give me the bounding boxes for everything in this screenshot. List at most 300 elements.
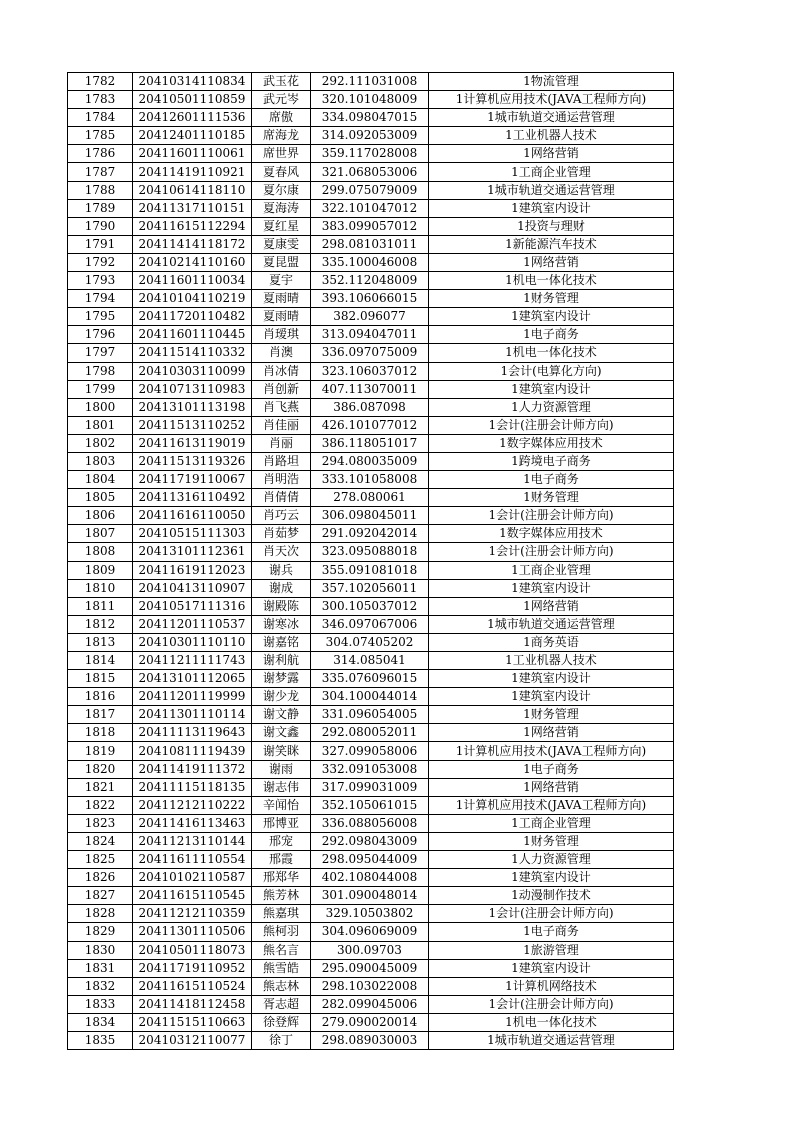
student-name-cell: 席傲 [252, 109, 311, 127]
row-number-cell: 1783 [68, 91, 133, 109]
row-number-cell: 1825 [68, 851, 133, 869]
student-name-cell: 谢雨 [252, 760, 311, 778]
major-cell: 1物流管理 [429, 73, 674, 91]
major-cell: 1电子商务 [429, 760, 674, 778]
table-row [68, 525, 674, 543]
major-cell: 1财务管理 [429, 706, 674, 724]
major-cell: 1建筑室内设计 [429, 959, 674, 977]
student-name-cell: 谢文鑫 [252, 724, 311, 742]
student-name-cell: 席世界 [252, 145, 311, 163]
table-row [68, 706, 674, 724]
major-cell: 1投资与理财 [429, 217, 674, 235]
major-cell: 1工商企业管理 [429, 561, 674, 579]
table-row [68, 633, 674, 651]
score-cell: 292.080052011 [311, 724, 429, 742]
table-row [68, 688, 674, 706]
row-number-cell: 1791 [68, 235, 133, 253]
table-row [68, 887, 674, 905]
student-id-cell: 20410102110587 [133, 869, 252, 887]
student-name-cell: 胥志超 [252, 995, 311, 1013]
table-row [68, 561, 674, 579]
major-cell: 1网络营销 [429, 253, 674, 271]
table-row [68, 380, 674, 398]
score-cell: 323.095088018 [311, 543, 429, 561]
table-row [68, 290, 674, 308]
student-name-cell: 邢郑华 [252, 869, 311, 887]
score-cell: 336.097075009 [311, 344, 429, 362]
student-id-cell: 20411515110663 [133, 1013, 252, 1031]
student-id-cell: 20411201110537 [133, 615, 252, 633]
student-id-cell: 20411416113463 [133, 814, 252, 832]
student-id-cell: 20411419110921 [133, 163, 252, 181]
student-name-cell: 熊嘉琪 [252, 905, 311, 923]
student-id-cell: 20411316110492 [133, 489, 252, 507]
score-cell: 295.090045009 [311, 959, 429, 977]
student-name-cell: 谢志伟 [252, 778, 311, 796]
row-number-cell: 1820 [68, 760, 133, 778]
major-cell: 1机电一体化技术 [429, 344, 674, 362]
major-cell: 1旅游管理 [429, 941, 674, 959]
table-row [68, 869, 674, 887]
row-number-cell: 1782 [68, 73, 133, 91]
score-cell: 383.099057012 [311, 217, 429, 235]
row-number-cell: 1814 [68, 652, 133, 670]
student-name-cell: 辛闻怡 [252, 796, 311, 814]
row-number-cell: 1793 [68, 272, 133, 290]
score-cell: 352.112048009 [311, 272, 429, 290]
student-name-cell: 肖瑷琪 [252, 326, 311, 344]
score-cell: 298.095044009 [311, 851, 429, 869]
student-name-cell: 谢笑眯 [252, 742, 311, 760]
table-row [68, 814, 674, 832]
score-cell: 304.100044014 [311, 688, 429, 706]
row-number-cell: 1813 [68, 633, 133, 651]
student-name-cell: 谢文静 [252, 706, 311, 724]
row-number-cell: 1810 [68, 579, 133, 597]
row-number-cell: 1834 [68, 1013, 133, 1031]
score-cell: 386.118051017 [311, 434, 429, 452]
student-id-cell: 20410301110110 [133, 633, 252, 651]
major-cell: 1工商企业管理 [429, 163, 674, 181]
major-cell: 1建筑室内设计 [429, 308, 674, 326]
row-number-cell: 1804 [68, 471, 133, 489]
student-id-cell: 20411213110144 [133, 832, 252, 850]
student-name-cell: 谢殿陈 [252, 597, 311, 615]
table-row [68, 742, 674, 760]
row-number-cell: 1792 [68, 253, 133, 271]
student-id-cell: 20411301110114 [133, 706, 252, 724]
major-cell: 1电子商务 [429, 471, 674, 489]
row-number-cell: 1803 [68, 452, 133, 470]
row-number-cell: 1809 [68, 561, 133, 579]
row-number-cell: 1800 [68, 398, 133, 416]
table-row [68, 398, 674, 416]
student-name-cell: 肖天次 [252, 543, 311, 561]
row-number-cell: 1817 [68, 706, 133, 724]
score-cell: 334.098047015 [311, 109, 429, 127]
major-cell: 1网络营销 [429, 724, 674, 742]
student-name-cell: 夏宇 [252, 272, 311, 290]
table-row [68, 597, 674, 615]
major-cell: 1财务管理 [429, 832, 674, 850]
table-row [68, 832, 674, 850]
student-name-cell: 肖佳丽 [252, 416, 311, 434]
student-name-cell: 邢博亚 [252, 814, 311, 832]
row-number-cell: 1796 [68, 326, 133, 344]
major-cell: 1城市轨道交通运营管理 [429, 109, 674, 127]
table-row [68, 579, 674, 597]
major-cell: 1电子商务 [429, 326, 674, 344]
table-row [68, 923, 674, 941]
student-id-cell: 20411619112023 [133, 561, 252, 579]
row-number-cell: 1795 [68, 308, 133, 326]
student-name-cell: 谢少龙 [252, 688, 311, 706]
row-number-cell: 1818 [68, 724, 133, 742]
score-cell: 278.080061 [311, 489, 429, 507]
row-number-cell: 1827 [68, 887, 133, 905]
score-cell: 333.101058008 [311, 471, 429, 489]
student-id-cell: 20410501118073 [133, 941, 252, 959]
score-cell: 313.094047011 [311, 326, 429, 344]
student-id-cell: 20411720110482 [133, 308, 252, 326]
student-name-cell: 夏康雯 [252, 235, 311, 253]
row-number-cell: 1802 [68, 434, 133, 452]
table-row [68, 308, 674, 326]
student-name-cell: 熊芳林 [252, 887, 311, 905]
score-cell: 299.075079009 [311, 181, 429, 199]
score-cell: 393.106066015 [311, 290, 429, 308]
row-number-cell: 1819 [68, 742, 133, 760]
student-id-cell: 20411616110050 [133, 507, 252, 525]
student-name-cell: 谢成 [252, 579, 311, 597]
major-cell: 1会计(注册会计师方向) [429, 543, 674, 561]
table-row [68, 760, 674, 778]
student-id-cell: 20413101112361 [133, 543, 252, 561]
table-row [68, 452, 674, 470]
row-number-cell: 1808 [68, 543, 133, 561]
table-row [68, 127, 674, 145]
major-cell: 1会计(注册会计师方向) [429, 507, 674, 525]
major-cell: 1工业机器人技术 [429, 127, 674, 145]
score-table [67, 72, 674, 1050]
student-id-cell: 20410515111303 [133, 525, 252, 543]
row-number-cell: 1812 [68, 615, 133, 633]
student-id-cell: 20411719110952 [133, 959, 252, 977]
table-row [68, 434, 674, 452]
score-cell: 292.098043009 [311, 832, 429, 850]
table-row [68, 253, 674, 271]
student-id-cell: 20411212110222 [133, 796, 252, 814]
major-cell: 1会计(注册会计师方向) [429, 905, 674, 923]
student-id-cell: 20412601111536 [133, 109, 252, 127]
major-cell: 1建筑室内设计 [429, 380, 674, 398]
table-row [68, 507, 674, 525]
student-id-cell: 20411301110506 [133, 923, 252, 941]
student-id-cell: 20410713110983 [133, 380, 252, 398]
table-row [68, 796, 674, 814]
student-id-cell: 20410214110160 [133, 253, 252, 271]
major-cell: 1网络营销 [429, 778, 674, 796]
row-number-cell: 1797 [68, 344, 133, 362]
student-id-cell: 20411211111743 [133, 652, 252, 670]
table-row [68, 344, 674, 362]
table-row [68, 109, 674, 127]
major-cell: 1会计(注册会计师方向) [429, 995, 674, 1013]
score-cell: 323.106037012 [311, 362, 429, 380]
student-id-cell: 20411419111372 [133, 760, 252, 778]
major-cell: 1建筑室内设计 [429, 688, 674, 706]
score-cell: 335.100046008 [311, 253, 429, 271]
row-number-cell: 1822 [68, 796, 133, 814]
major-cell: 1会计(电算化方向) [429, 362, 674, 380]
row-number-cell: 1835 [68, 1031, 133, 1049]
score-cell: 304.07405202 [311, 633, 429, 651]
student-name-cell: 肖飞燕 [252, 398, 311, 416]
row-number-cell: 1831 [68, 959, 133, 977]
row-number-cell: 1824 [68, 832, 133, 850]
student-id-cell: 20413101113198 [133, 398, 252, 416]
table-row [68, 778, 674, 796]
table-row [68, 73, 674, 91]
student-id-cell: 20413101112065 [133, 670, 252, 688]
score-cell: 300.105037012 [311, 597, 429, 615]
major-cell: 1跨境电子商务 [429, 452, 674, 470]
score-cell: 306.098045011 [311, 507, 429, 525]
student-name-cell: 徐登辉 [252, 1013, 311, 1031]
row-number-cell: 1829 [68, 923, 133, 941]
row-number-cell: 1828 [68, 905, 133, 923]
score-cell: 402.108044008 [311, 869, 429, 887]
student-id-cell: 20410312110077 [133, 1031, 252, 1049]
major-cell: 1网络营销 [429, 597, 674, 615]
row-number-cell: 1815 [68, 670, 133, 688]
row-number-cell: 1789 [68, 199, 133, 217]
score-cell: 327.099058006 [311, 742, 429, 760]
score-cell: 359.117028008 [311, 145, 429, 163]
row-number-cell: 1794 [68, 290, 133, 308]
table-row [68, 1013, 674, 1031]
student-id-cell: 20410811119439 [133, 742, 252, 760]
row-number-cell: 1821 [68, 778, 133, 796]
student-name-cell: 夏海涛 [252, 199, 311, 217]
student-name-cell: 夏雨晴 [252, 308, 311, 326]
table-row [68, 670, 674, 688]
student-name-cell: 谢梦露 [252, 670, 311, 688]
student-name-cell: 武元岑 [252, 91, 311, 109]
student-name-cell: 肖明浩 [252, 471, 311, 489]
row-number-cell: 1833 [68, 995, 133, 1013]
row-number-cell: 1788 [68, 181, 133, 199]
table-row [68, 977, 674, 995]
major-cell: 1建筑室内设计 [429, 670, 674, 688]
student-name-cell: 肖路坦 [252, 452, 311, 470]
student-id-cell: 20410614118110 [133, 181, 252, 199]
major-cell: 1数字媒体应用技术 [429, 434, 674, 452]
student-name-cell: 肖澳 [252, 344, 311, 362]
student-id-cell: 20411615110545 [133, 887, 252, 905]
student-id-cell: 20411115118135 [133, 778, 252, 796]
major-cell: 1财务管理 [429, 290, 674, 308]
major-cell: 1城市轨道交通运营管理 [429, 615, 674, 633]
student-id-cell: 20410517111316 [133, 597, 252, 615]
student-id-cell: 20411113119643 [133, 724, 252, 742]
score-cell: 382.096077 [311, 308, 429, 326]
row-number-cell: 1807 [68, 525, 133, 543]
score-cell: 335.076096015 [311, 670, 429, 688]
table-row [68, 724, 674, 742]
student-id-cell: 20411212110359 [133, 905, 252, 923]
table-row [68, 163, 674, 181]
score-cell: 426.101077012 [311, 416, 429, 434]
major-cell: 1机电一体化技术 [429, 272, 674, 290]
table-row [68, 959, 674, 977]
student-name-cell: 熊雪皓 [252, 959, 311, 977]
row-number-cell: 1790 [68, 217, 133, 235]
student-id-cell: 20411615110524 [133, 977, 252, 995]
student-name-cell: 熊名言 [252, 941, 311, 959]
row-number-cell: 1826 [68, 869, 133, 887]
table-row [68, 145, 674, 163]
table-row [68, 905, 674, 923]
major-cell: 1计算机网络技术 [429, 977, 674, 995]
major-cell: 1商务英语 [429, 633, 674, 651]
student-id-cell: 20411201119999 [133, 688, 252, 706]
score-cell: 292.111031008 [311, 73, 429, 91]
student-name-cell: 肖巧云 [252, 507, 311, 525]
score-cell: 279.090020014 [311, 1013, 429, 1031]
student-name-cell: 夏昆盟 [252, 253, 311, 271]
student-id-cell: 20410314110834 [133, 73, 252, 91]
row-number-cell: 1805 [68, 489, 133, 507]
score-cell: 298.103022008 [311, 977, 429, 995]
major-cell: 1机电一体化技术 [429, 1013, 674, 1031]
score-cell: 407.113070011 [311, 380, 429, 398]
student-id-cell: 20411601110034 [133, 272, 252, 290]
student-name-cell: 席海龙 [252, 127, 311, 145]
score-cell: 314.085041 [311, 652, 429, 670]
score-cell: 282.099045006 [311, 995, 429, 1013]
major-cell: 1财务管理 [429, 489, 674, 507]
row-number-cell: 1811 [68, 597, 133, 615]
major-cell: 1电子商务 [429, 923, 674, 941]
table-row [68, 272, 674, 290]
table-row [68, 489, 674, 507]
table-row [68, 615, 674, 633]
student-id-cell: 20411601110061 [133, 145, 252, 163]
score-cell: 291.092042014 [311, 525, 429, 543]
student-name-cell: 夏红星 [252, 217, 311, 235]
score-cell: 331.096054005 [311, 706, 429, 724]
major-cell: 1动漫制作技术 [429, 887, 674, 905]
student-id-cell: 20410413110907 [133, 579, 252, 597]
student-name-cell: 谢寒冰 [252, 615, 311, 633]
student-id-cell: 20411514110332 [133, 344, 252, 362]
score-cell: 300.09703 [311, 941, 429, 959]
table-row [68, 1031, 674, 1049]
student-name-cell: 夏尔康 [252, 181, 311, 199]
student-name-cell: 肖冰倩 [252, 362, 311, 380]
major-cell: 1建筑室内设计 [429, 579, 674, 597]
major-cell: 1城市轨道交通运营管理 [429, 1031, 674, 1049]
score-cell: 322.101047012 [311, 199, 429, 217]
student-id-cell: 20411513119326 [133, 452, 252, 470]
major-cell: 1人力资源管理 [429, 398, 674, 416]
student-name-cell: 夏春风 [252, 163, 311, 181]
major-cell: 1计算机应用技术(JAVA工程师方向) [429, 91, 674, 109]
table-row [68, 851, 674, 869]
major-cell: 1会计(注册会计师方向) [429, 416, 674, 434]
table-row [68, 91, 674, 109]
row-number-cell: 1823 [68, 814, 133, 832]
score-cell: 346.097067006 [311, 615, 429, 633]
student-id-cell: 20410104110219 [133, 290, 252, 308]
row-number-cell: 1830 [68, 941, 133, 959]
table-row [68, 326, 674, 344]
student-id-cell: 20411601110445 [133, 326, 252, 344]
score-cell: 317.099031009 [311, 778, 429, 796]
row-number-cell: 1816 [68, 688, 133, 706]
score-cell: 329.10503802 [311, 905, 429, 923]
score-cell: 294.080035009 [311, 452, 429, 470]
score-cell: 301.090048014 [311, 887, 429, 905]
student-name-cell: 谢嘉铭 [252, 633, 311, 651]
row-number-cell: 1787 [68, 163, 133, 181]
student-id-cell: 20410501110859 [133, 91, 252, 109]
score-cell: 332.091053008 [311, 760, 429, 778]
score-cell: 357.102056011 [311, 579, 429, 597]
score-cell: 321.068053006 [311, 163, 429, 181]
student-id-cell: 20411611110554 [133, 851, 252, 869]
student-name-cell: 肖倩倩 [252, 489, 311, 507]
student-name-cell: 夏雨晴 [252, 290, 311, 308]
student-name-cell: 谢兵 [252, 561, 311, 579]
student-name-cell: 徐丁 [252, 1031, 311, 1049]
student-id-cell: 20412401110185 [133, 127, 252, 145]
major-cell: 1建筑室内设计 [429, 869, 674, 887]
score-cell: 298.081031011 [311, 235, 429, 253]
major-cell: 1网络营销 [429, 145, 674, 163]
major-cell: 1工商企业管理 [429, 814, 674, 832]
major-cell: 1新能源汽车技术 [429, 235, 674, 253]
student-id-cell: 20411719110067 [133, 471, 252, 489]
row-number-cell: 1799 [68, 380, 133, 398]
student-name-cell: 邢霞 [252, 851, 311, 869]
student-name-cell: 熊柯羽 [252, 923, 311, 941]
table-row [68, 362, 674, 380]
student-name-cell: 肖创新 [252, 380, 311, 398]
score-cell: 304.096069009 [311, 923, 429, 941]
score-cell: 320.101048009 [311, 91, 429, 109]
student-name-cell: 肖丽 [252, 434, 311, 452]
major-cell: 1计算机应用技术(JAVA工程师方向) [429, 742, 674, 760]
major-cell: 1数字媒体应用技术 [429, 525, 674, 543]
table-row [68, 235, 674, 253]
student-id-cell: 20411414118172 [133, 235, 252, 253]
student-name-cell: 谢利航 [252, 652, 311, 670]
student-id-cell: 20410303110099 [133, 362, 252, 380]
student-name-cell: 武玉花 [252, 73, 311, 91]
table-row [68, 652, 674, 670]
row-number-cell: 1786 [68, 145, 133, 163]
student-name-cell: 熊志林 [252, 977, 311, 995]
student-id-cell: 20411613119019 [133, 434, 252, 452]
score-cell: 352.105061015 [311, 796, 429, 814]
student-id-cell: 20411513110252 [133, 416, 252, 434]
table-row [68, 995, 674, 1013]
row-number-cell: 1801 [68, 416, 133, 434]
table-row [68, 416, 674, 434]
major-cell: 1工业机器人技术 [429, 652, 674, 670]
